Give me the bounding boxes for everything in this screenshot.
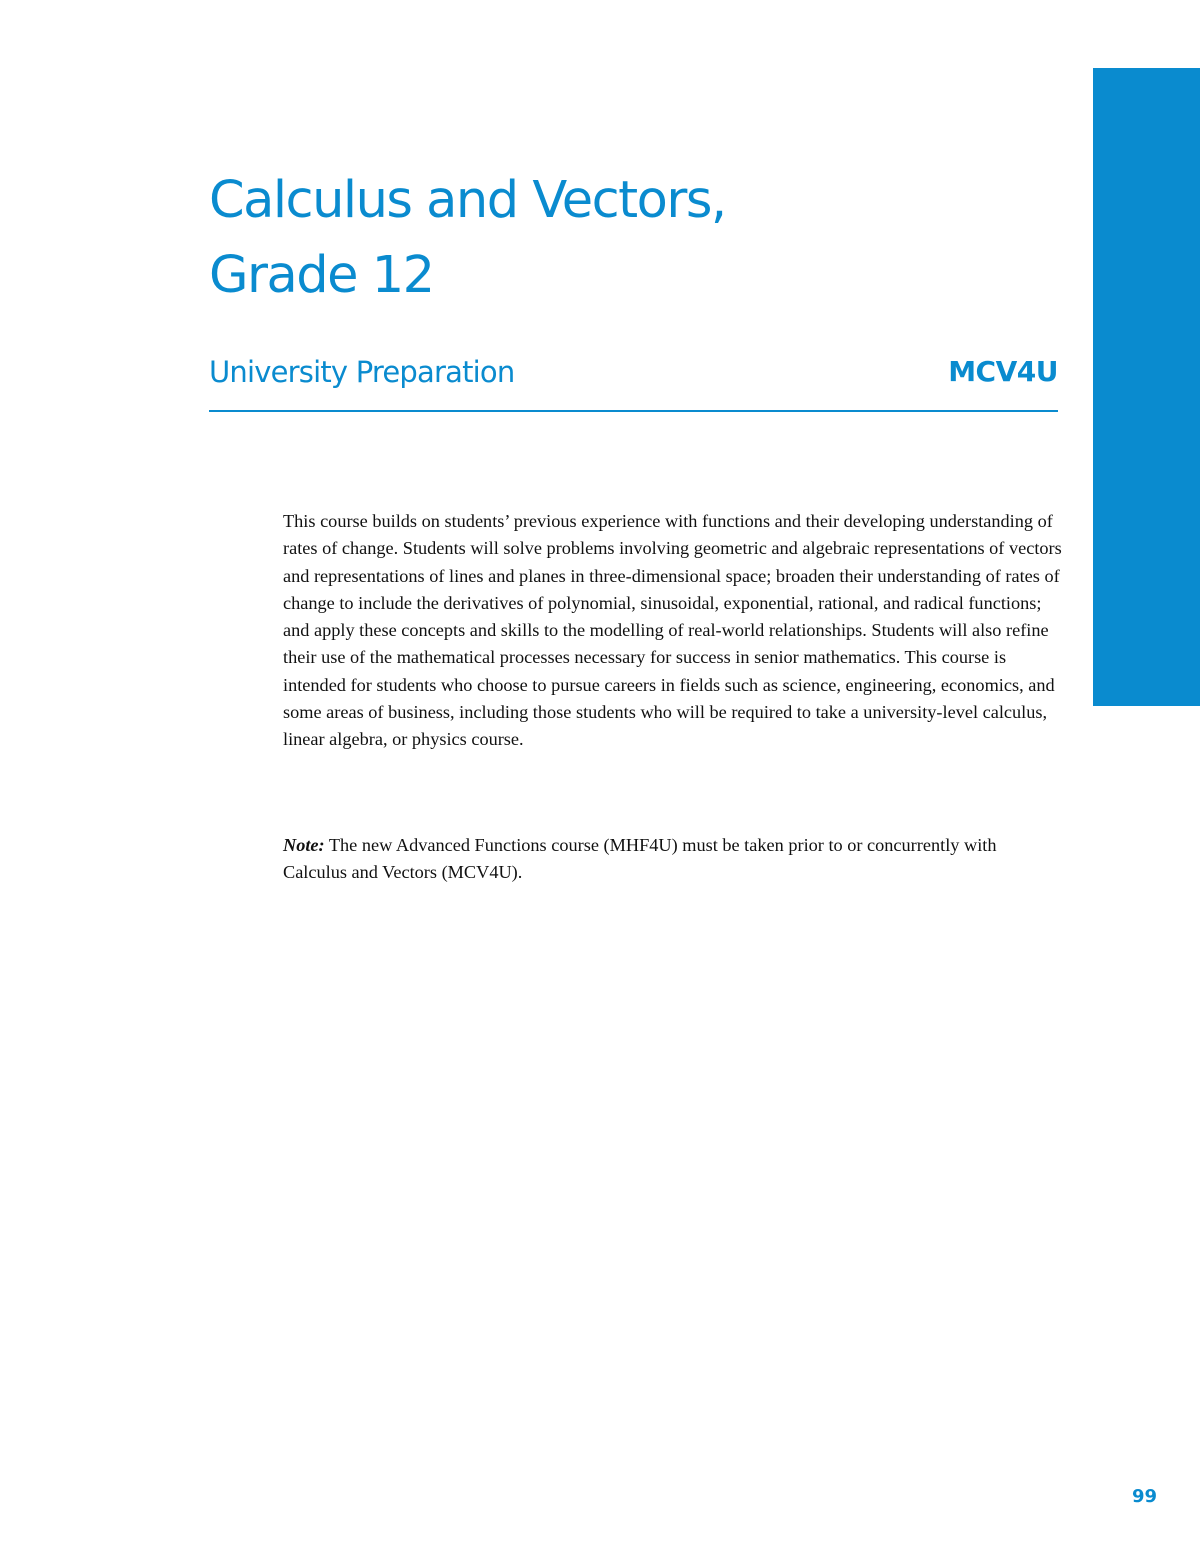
page-title	[209, 163, 726, 313]
page-number: 99	[1132, 1486, 1158, 1507]
course-note	[283, 832, 1063, 887]
note-label: Note:	[283, 835, 325, 855]
note-text: The new Advanced Functions course (MHF4U) must be taken prior to or concurrently with Calculus and Vectors (MCV4U).	[283, 835, 997, 883]
course-description	[283, 508, 1063, 754]
course-description-text: This course builds on students’ previous experience with functions and their developing understanding of rates of change. Students will solve problems involving geometric and algebraic representations of vectors and representations of lines and planes in three-dimensional space; broaden their understanding of rates of change to include the derivatives of polynomial, sinusoidal, exponential, rational, and radical functions; and apply these concepts and skills to the modelling of real-world relationships. Students will also refine their use of the mathematical processes necessary for success in senior mathematics. This course is intended for students who choose to pursue careers in fields such as science, engineering, economics, and some areas of business, including those students who will be required to take a university-level calculus, linear algebra, or physics course.	[283, 511, 1062, 750]
page-title-line-1: Calculus and Vectors,	[209, 171, 726, 230]
course-type: University Preparation	[209, 355, 515, 389]
header-divider	[209, 410, 1058, 412]
page-title-line-2: Grade 12	[209, 246, 434, 305]
section-side-tab	[1093, 68, 1200, 706]
course-code: MCV4U	[948, 355, 1058, 388]
subtitle-row	[209, 352, 1058, 396]
